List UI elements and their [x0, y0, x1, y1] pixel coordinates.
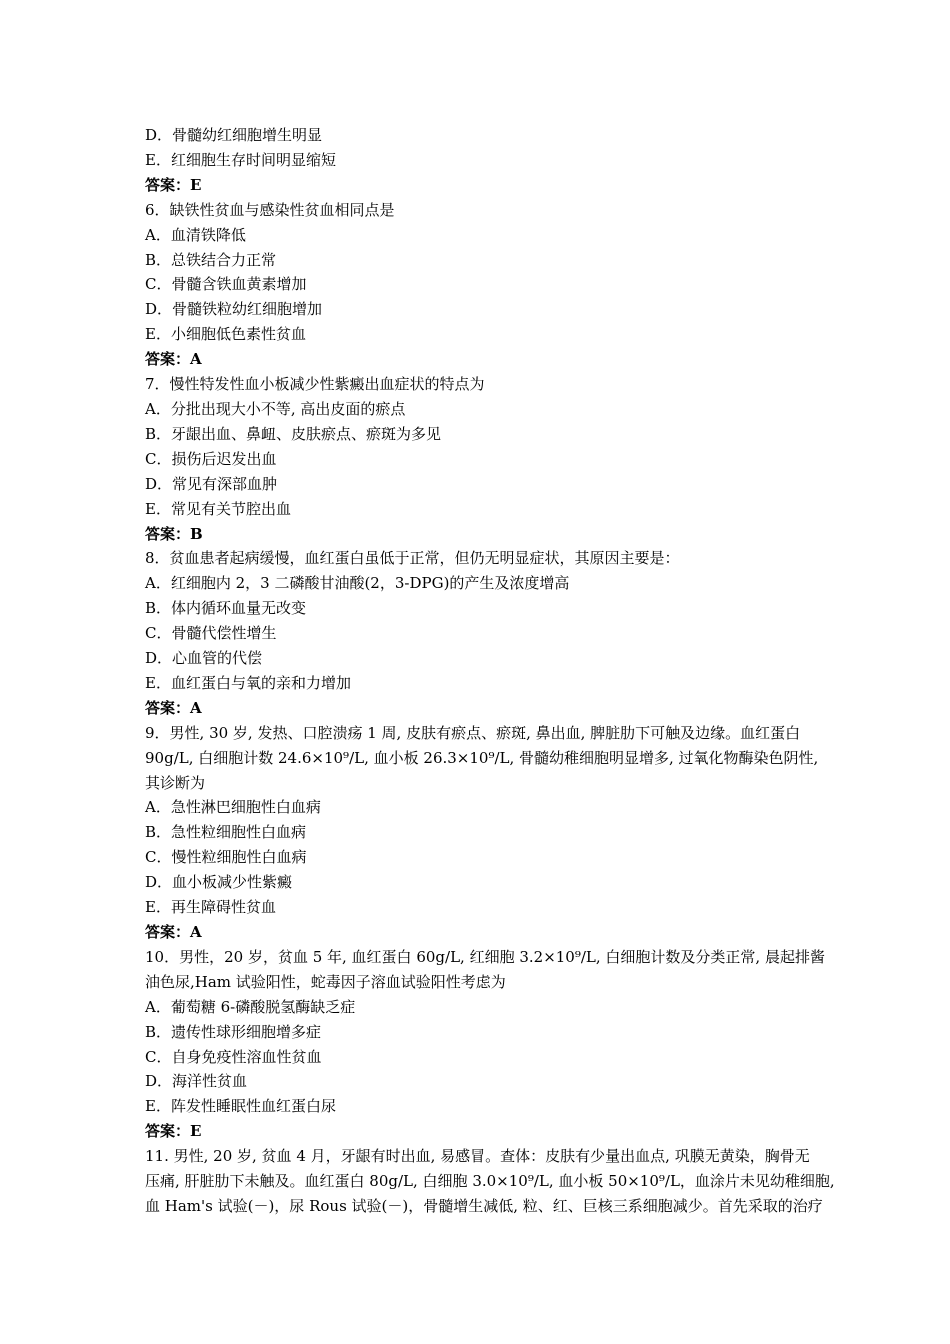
- option-line: D．常见有深部血肿: [145, 474, 278, 493]
- option-line: A．葡萄糖 6-磷酸脱氢酶缺乏症: [145, 997, 356, 1016]
- option-line: D．骨髓幼红细胞增生明显: [145, 126, 323, 144]
- question-text: 9．男性, 30 岁, 发热、口腔溃疡 1 周, 皮肤有瘀点、瘀斑, 鼻出血, 脾脏肋下可触及边缘。血红蛋白: [145, 723, 801, 742]
- question-text: 7．慢性特发性血小板减少性紫癜出血症状的特点为: [145, 375, 485, 394]
- option-line: C．慢性粒细胞性白血病: [145, 848, 307, 867]
- option-line: C．骨髓代偿性增生: [145, 624, 277, 643]
- option-line: E．阵发性睡眠性血红蛋白尿: [145, 1097, 336, 1116]
- question-text: 11. 男性, 20 岁, 贫血 4 月，牙龈有时出血, 易感冒。查体：皮肤有少量出血点, 巩膜无黄染，胸骨无: [145, 1147, 810, 1166]
- option-line: C．自身免疫性溶血性贫血: [145, 1047, 322, 1066]
- question-text: 6．缺铁性贫血与感染性贫血相同点是: [145, 200, 395, 219]
- option-line: B．体内循环血量无改变: [145, 599, 307, 618]
- question-text: 10．男性，20 岁，贫血 5 年, 血红蛋白 60g/L, 红细胞 3.2×10⁹/L, 白细胞计数及分类正常, 晨起排酱: [145, 947, 825, 966]
- option-line: E．再生障碍性贫血: [145, 898, 276, 917]
- question-text: 90g/L, 白细胞计数 24.6×10⁹/L, 血小板 26.3×10⁹/L, 骨髓幼稚细胞明显增多, 过氧化物酶染色阴性,: [145, 748, 819, 767]
- option-line: B．牙龈出血、鼻衄、皮肤瘀点、瘀斑为多见: [145, 424, 442, 443]
- option-line: D．血小板减少性紫癜: [145, 873, 293, 892]
- question-text: 8．贫血患者起病缓慢，血红蛋白虽低于正常，但仍无明显症状，其原因主要是：: [145, 549, 680, 568]
- answer-line: 答案：E: [145, 1122, 202, 1141]
- option-line: A．急性淋巴细胞性白血病: [145, 798, 321, 817]
- question-text: 血 Ham's 试验(－)，尿 Rous 试验(－)，骨髓增生减低, 粒、红、巨核三系细胞减少。首先采取的治疗: [145, 1196, 823, 1215]
- answer-line: 答案：A: [145, 698, 202, 717]
- option-line: E．小细胞低色素性贫血: [145, 325, 306, 344]
- question-text: 油色尿,Ham 试验阳性，蛇毒因子溶血试验阳性考虑为: [145, 972, 506, 991]
- answer-line: 答案：B: [145, 524, 203, 543]
- option-line: C．损伤后迟发出血: [145, 449, 277, 468]
- option-line: C．骨髓含铁血黄素增加: [145, 275, 307, 294]
- option-line: D．心血管的代偿: [145, 649, 263, 668]
- option-line: D．海洋性贫血: [145, 1072, 248, 1091]
- option-line: B．急性粒细胞性白血病: [145, 823, 307, 842]
- answer-line: 答案：A: [145, 923, 202, 941]
- option-line: E．常见有关节腔出血: [145, 499, 291, 518]
- document-page: [145, 123, 835, 1219]
- option-line: B．总铁结合力正常: [145, 250, 277, 269]
- option-line: E．红细胞生存时间明显缩短: [145, 150, 336, 169]
- answer-line: 答案：A: [145, 350, 202, 369]
- option-line: A．血清铁降低: [145, 225, 246, 244]
- option-line: D．骨髓铁粒幼红细胞增加: [145, 300, 323, 319]
- question-text: 其诊断为: [145, 773, 206, 792]
- option-line: A．分批出现大小不等, 高出皮面的瘀点: [145, 399, 406, 418]
- answer-line: 答案：E: [145, 175, 202, 194]
- option-line: A．红细胞内 2，3 二磷酸甘油酸(2，3-DPG)的产生及浓度增高: [145, 574, 570, 593]
- option-line: E．血红蛋白与氧的亲和力增加: [145, 673, 351, 692]
- option-line: B．遗传性球形细胞增多症: [145, 1022, 322, 1041]
- question-text: 压痛, 肝脏肋下未触及。血红蛋白 80g/L, 白细胞 3.0×10⁹/L, 血小板 50×10⁹/L，血涂片未见幼稚细胞,: [145, 1172, 835, 1191]
